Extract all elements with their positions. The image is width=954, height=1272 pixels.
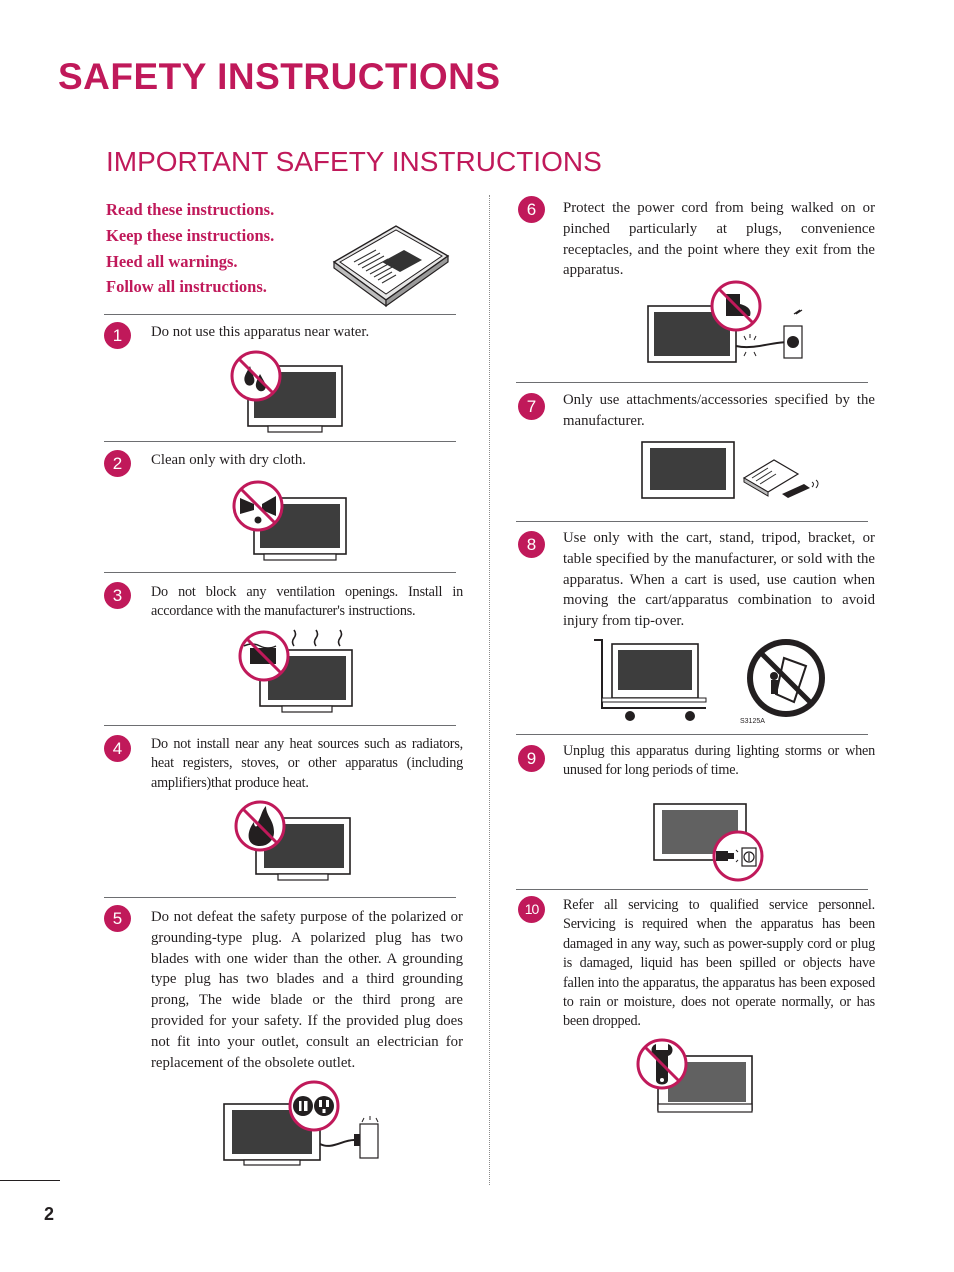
item-text: Do not install near any heat sources such as radiators, heat registers, stoves, or other apparatus (including amplifiers)that produce heat. [151, 736, 463, 791]
item-text: Clean only with dry cloth. [151, 452, 306, 468]
no-heat-source-icon [232, 798, 354, 884]
item-number-badge: 3 [104, 582, 131, 609]
intro-line: Keep these instructions. [106, 225, 275, 245]
cart-warning-code: S3125A [740, 718, 765, 725]
item-number-badge: 4 [104, 735, 131, 762]
no-step-on-cord-icon [644, 280, 810, 370]
item-text: Protect the power cord from being walked on or pinched particularly at plugs, convenience receptacles, and the point where they exit from the apparatus. [563, 200, 875, 279]
manual-booklet-icon [330, 222, 452, 306]
item-text: Only use attachments/accessories specified by the manufacturer. [563, 392, 875, 429]
item-rule [104, 314, 456, 315]
cart-tipover-warning-icon [590, 636, 832, 726]
item-text: Unplug this apparatus during lighting storms or when unused for long periods of time. [563, 743, 875, 779]
item-rule [516, 734, 868, 735]
item-text: Do not block any ventilation openings. Install in accordance with the manufacturer's instructions. [151, 584, 463, 620]
no-blocked-ventilation-icon [236, 626, 356, 714]
item-rule [104, 572, 456, 573]
section-title: IMPORTANT SAFETY INSTRUCTIONS [106, 146, 602, 177]
item-rule [516, 382, 868, 383]
item-text: Do not use this apparatus near water. [151, 324, 370, 340]
item-number-badge: 2 [104, 450, 131, 477]
item-rule [516, 889, 868, 890]
no-self-servicing-icon [634, 1036, 756, 1116]
no-water-tv-icon [228, 350, 348, 434]
no-wet-cleaning-tv-icon [230, 480, 350, 564]
intro-instructions [106, 197, 274, 300]
item-rule [104, 725, 456, 726]
item-text: Use only with the cart, stand, tripod, bracket, or table specified by the manufacturer, or sold with the apparatus. When a cart is used, use caution when moving the cart/apparatus combination to avoid injury from tip-over. [563, 530, 875, 630]
item-number-badge: 7 [518, 393, 545, 420]
item-rule [104, 441, 456, 442]
intro-line: Heed all warnings. [106, 251, 238, 271]
item-text: Refer all servicing to qualified service personnel. Servicing is required when the apparatus has been damaged in any way, such as power-supply cord or plug is damaged, liquid has been spilled or objects have fallen into the apparatus, the apparatus has been exposed to rain or moisture, does not operate normally, or has been dropped. [563, 897, 875, 1030]
page-title: SAFETY INSTRUCTIONS [58, 56, 501, 97]
item-number-badge: 8 [518, 531, 545, 558]
item-number-badge: 1 [104, 322, 131, 349]
item-number-badge: 6 [518, 196, 545, 223]
accessories-tv-icon [640, 440, 824, 506]
item-text: Do not defeat the safety purpose of the polarized or grounding-type plug. A polarized plug has two blades with one wider than the other. A grounding type plug has two blades and a third grounding prong, The wide blade or the third prong are provided for your safety. If the provided plug does not fit into your outlet, consult an electrician for replacement of the obsolete outlet. [151, 909, 463, 1071]
polarized-plug-icon [220, 1080, 382, 1166]
intro-line: Read these instructions. [106, 200, 275, 219]
item-rule [104, 897, 456, 898]
page-number: 2 [44, 1204, 55, 1224]
item-rule [516, 521, 868, 522]
item-number-badge: 10 [518, 896, 545, 923]
column-divider [489, 195, 490, 1185]
item-number-badge: 9 [518, 745, 545, 772]
item-number-badge: 5 [104, 905, 131, 932]
intro-line: Follow all instructions. [106, 277, 267, 297]
unplug-tv-icon [652, 802, 768, 884]
page-number-rule [0, 1180, 60, 1181]
